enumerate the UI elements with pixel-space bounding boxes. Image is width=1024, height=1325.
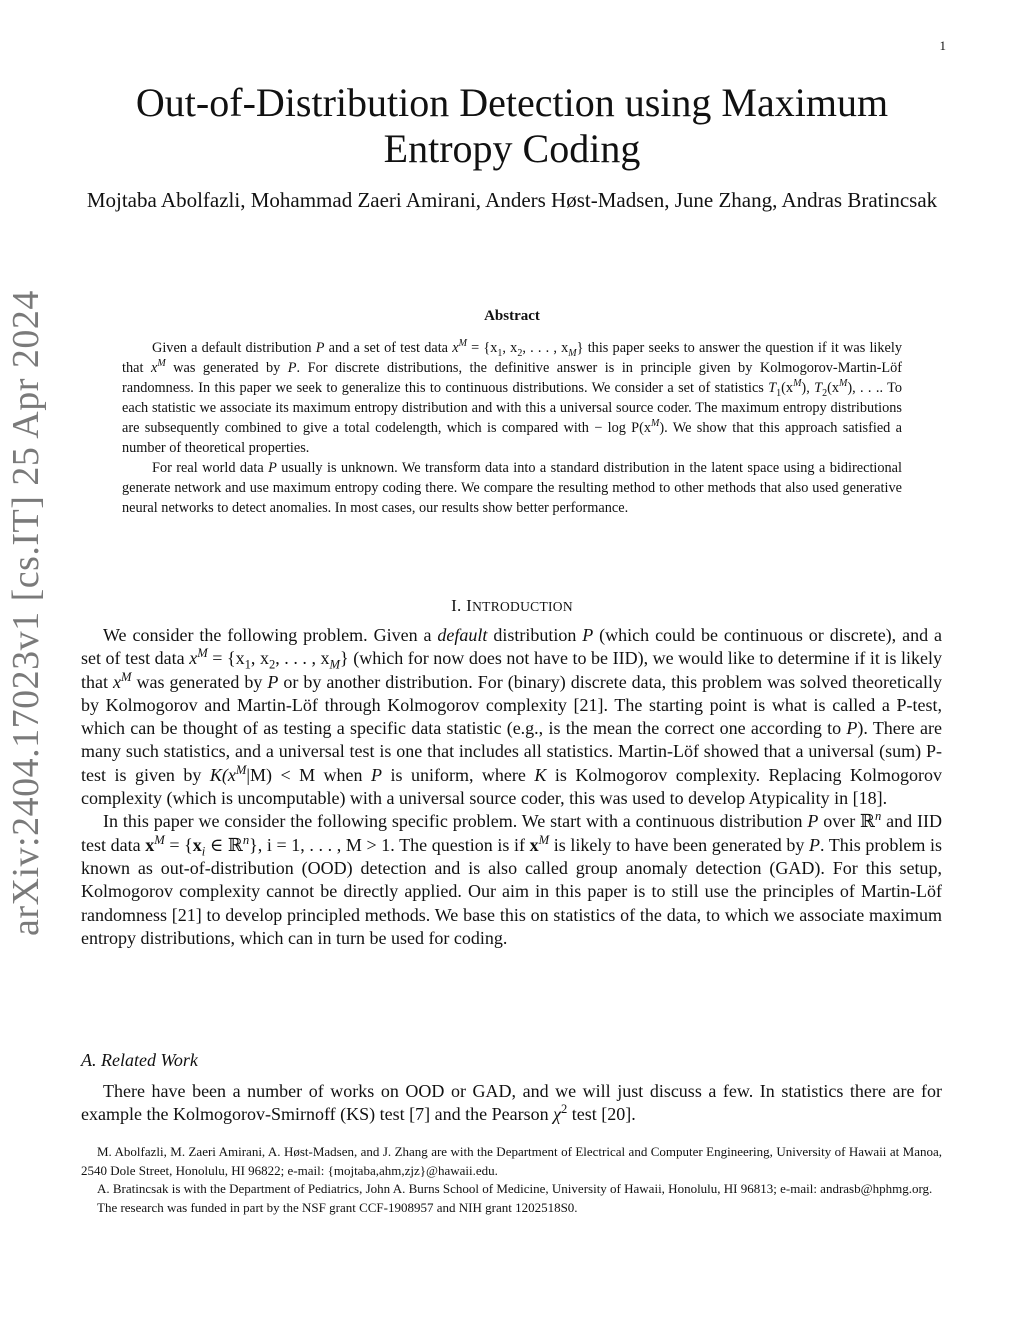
author-list: Mojtaba Abolfazli, Mohammad Zaeri Amirani, Anders Høst-Madsen, June Zhang, Andras Bratincsak [86, 188, 938, 212]
abstract-heading: Abstract [484, 308, 540, 324]
footnote-affiliation-2: A. Bratincsak is with the Department of Pediatrics, John A. Burns School of Medicine, University of Hawaii, Honolulu, HI 96813; e-mail: andrasb@hphmg.org. [97, 1181, 933, 1196]
abstract-body [122, 338, 902, 518]
abstract-paragraph: Given a default distribution P and a set of test data $x^M = \{x_1$, $x_2$, . . . , $x_M$} this paper seeks to answer the question if it was likely that $x^M$ was generated by P. For discrete distributions, the definitive answer is in principle given by Kolmogorov-Martin-Löf randomness. In this paper we seek to generalize this to continuous distributions. We consider a set of statistics $T_1(x^M)$, $T_2(x^M)$, . . .. To each statistic we associate its maximum entropy distribution and with this a universal source coder. The maximum entropy distributions are subsequently combined to give a total codelength, which is compared with − $\log P(x^M)$. We show that this approach satisfied a number of theoretical properties. [122, 338, 903, 456]
body-paragraph: In this paper we consider the following specific problem. We start with a continuous distribution P over ℝ$^n$ and IID test data $x^M = \{x_i$ ∈ ℝ$^n$}, i = 1, . . . , M > 1. The question is if $x^M$ is likely to have been generated by P. This problem is known as out-of-distribution (OOD) detection and is also called group anomaly detection (GAD). For this setup, Kolmogorov complexity cannot be directly applied. Our aim in this paper is to still use the principles of Martin-Löf randomness [21] to develop principled methods. We base this on statistics of the data, to which we associate maximum entropy distributions, which can in turn be used for coding. [81, 809, 943, 948]
page-number: 1 [939, 38, 946, 53]
footnote-funding: The research was funded in part by the NSF grant CCF-1908957 and NIH grant 1202518S0. [97, 1199, 578, 1215]
footnotes [81, 1143, 942, 1217]
paper-title: Out-of-Distribution Detection using Maximum Entropy Coding [135, 80, 889, 171]
body-paragraph: We consider the following problem. Given a default distribution P (which could be continuous or discrete), and a set of test data $x^M = \{x_1$, $x_2$, . . . , $x_M$} (which for now does not have to be IID), we would like to determine if it is likely that $x^M$ was generated by P or by another distribution. For (binary) discrete data, this problem was solved theoretically by Kolmogorov and Martin-Löf through Kolmogorov complexity [21]. The starting point is what is called a P-test, which can be thought of as testing a specific data statistic (e.g., is the mean the correct one according to P). There are many such statistics, and a universal test is one that includes all statistics. Martin-Löf showed that a universal (sum) P-test is given by $K(x^M|M) < M$ when P is uniform, where K is Kolmogorov complexity. Replacing Kolmogorov complexity (which is uncomputable) with a universal source coder, this was used to develop Atypicality in [18]. [81, 625, 943, 809]
abstract-paragraph: For real world data P usually is unknown. We transform data into a standard distribution in the latent space using a bidirectional generate network and use maximum entropy coding there. We compare the resulting method to other methods that also used generative neural networks to detect anomalies. In most cases, our results show better performance. [122, 460, 903, 516]
body-paragraph: There have been a number of works on OOD or GAD, and we will just discuss a few. In statistics there are for example the Kolmogorov-Smirnoff (KS) test [7] and the Pearson $\chi^2$ test [20]. [81, 1081, 942, 1125]
introduction-body [81, 624, 942, 950]
footnote-affiliation-1: M. Abolfazli, M. Zaeri Amirani, A. Høst-Madsen, and J. Zhang are with the Department of Electrical and Computer Engineering, University of Hawaii at Manoa, 2540 Dole Street, Honolulu, HI 96822; e-mail: {mojtaba,ahm,zjz}@hawaii.edu. [81, 1144, 942, 1178]
arxiv-stamp: arXiv:2404.17023v1 [cs.IT] 25 Apr 2024 [5, 290, 47, 936]
subsection-heading-related-work: A. Related Work [81, 1050, 198, 1070]
related-work-body [81, 1080, 942, 1127]
section-heading-introduction: I. INTRODUCTION [451, 596, 573, 615]
